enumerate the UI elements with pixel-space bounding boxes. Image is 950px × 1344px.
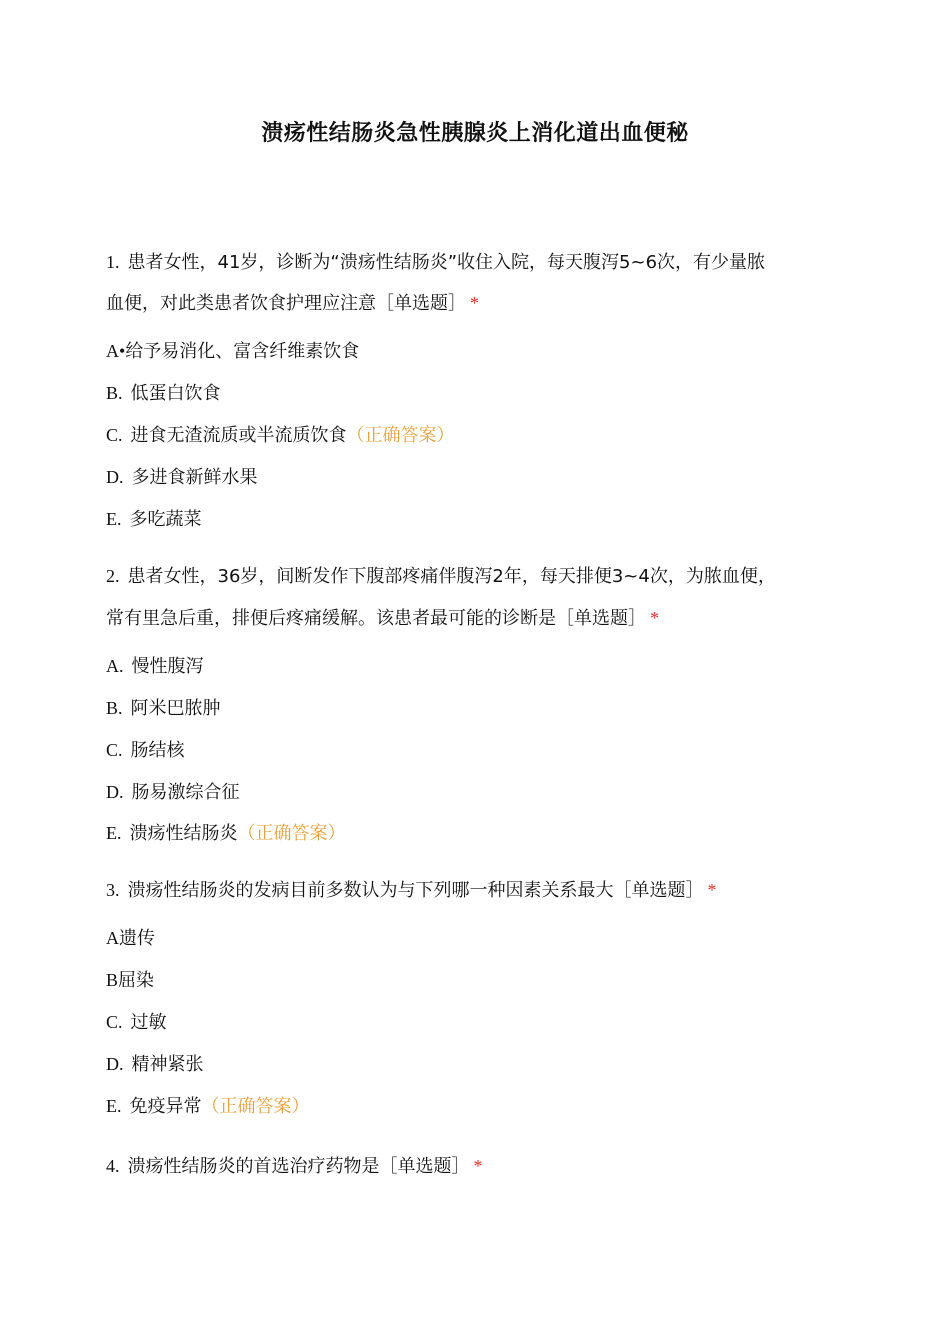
question-1-option-b[interactable] [106,381,221,406]
question-4-stem [106,1154,483,1179]
option-label: C. [106,1012,123,1032]
question-2-stem-line-1 [106,564,776,589]
option-text: 遗传 [119,928,155,949]
option-label: A. [106,656,124,676]
question-2-option-c[interactable] [106,738,185,763]
option-text: 进食无渣流质或半流质饮食 [130,425,347,446]
question-text: 溃疡性结肠炎的首选治疗药物是［单选题］ [127,1156,470,1177]
question-1-option-a[interactable] [106,339,359,364]
question-text: 患者女性，36岁，间断发作下腹部疼痛伴腹泻2年，每天排便3~4次，为脓血便， [127,566,776,587]
question-2-option-a[interactable] [106,654,204,679]
option-text: 阿米巴脓肿 [130,698,221,719]
question-number: 1. [106,252,120,272]
question-3-option-e[interactable] [106,1094,310,1119]
required-asterisk: * [470,293,479,313]
question-2-option-b[interactable] [106,696,221,721]
option-label: D. [106,782,124,802]
question-3-option-d[interactable] [106,1052,204,1077]
question-text: 患者女性，41岁，诊断为“溃疡性结肠炎”收住入院，每天腹泻5~6次，有少量脓 [127,252,766,273]
option-text: 过敏 [130,1012,167,1033]
question-number: 4. [106,1156,120,1176]
option-label: B [106,970,119,990]
question-3-option-a[interactable] [106,926,155,951]
option-label: E. [106,1096,122,1116]
question-text: 常有里急后重，排便后疼痛缓解。该患者最可能的诊断是［单选题］ [106,608,646,629]
option-label: E. [106,509,122,529]
option-label: B. [106,698,123,718]
question-3-option-b[interactable] [106,968,154,993]
question-2-option-d[interactable] [106,780,240,805]
correct-answer-tag: （正确答案） [346,425,455,446]
option-label: D. [106,467,124,487]
correct-answer-tag: （正确答案） [201,1096,310,1117]
option-text: 免疫异常 [129,1096,202,1117]
question-2-stem-line-2 [106,606,659,631]
question-1-stem-line-1 [106,250,765,275]
correct-answer-tag: （正确答案） [237,823,346,844]
option-text: 溃疡性结肠炎 [129,823,238,844]
option-text: 多进食新鲜水果 [131,467,258,488]
document-title: 溃疡性结肠炎急性胰腺炎上消化道出血便秘 [261,121,689,146]
option-label: C. [106,425,123,445]
question-1-option-e[interactable] [106,507,202,532]
option-label: C. [106,740,123,760]
option-text: 肠易激综合征 [131,782,240,803]
question-1-option-c[interactable] [106,423,455,448]
question-3-option-c[interactable] [106,1010,167,1035]
option-label: A• [106,341,126,361]
option-text: 多吃蔬菜 [129,509,202,530]
required-asterisk: * [473,1156,483,1176]
question-2-option-e[interactable] [106,821,346,846]
option-label: E. [106,823,122,843]
option-text: 精神紧张 [131,1054,204,1075]
question-number: 2. [106,566,120,586]
option-label: D. [106,1054,124,1074]
question-text: 溃疡性结肠炎的发病目前多数认为与下列哪一种因素关系最大［单选题］ [127,880,704,901]
option-text: 肠结核 [130,740,185,761]
option-label: A [106,928,119,948]
question-number: 3. [106,880,120,900]
question-text: 血便，对此类患者饮食护理应注意［单选题］ [106,293,466,314]
question-1-option-d[interactable] [106,465,258,490]
option-text: 屈染 [118,970,155,991]
question-1-stem-line-2 [106,291,479,316]
option-label: B. [106,383,123,403]
question-3-stem [106,878,717,903]
option-text: 给予易消化、富含纤维素饮食 [125,341,360,362]
option-text: 慢性腹泻 [131,656,204,677]
required-asterisk: * [707,880,717,900]
option-text: 低蛋白饮食 [130,383,221,404]
required-asterisk: * [650,608,659,628]
